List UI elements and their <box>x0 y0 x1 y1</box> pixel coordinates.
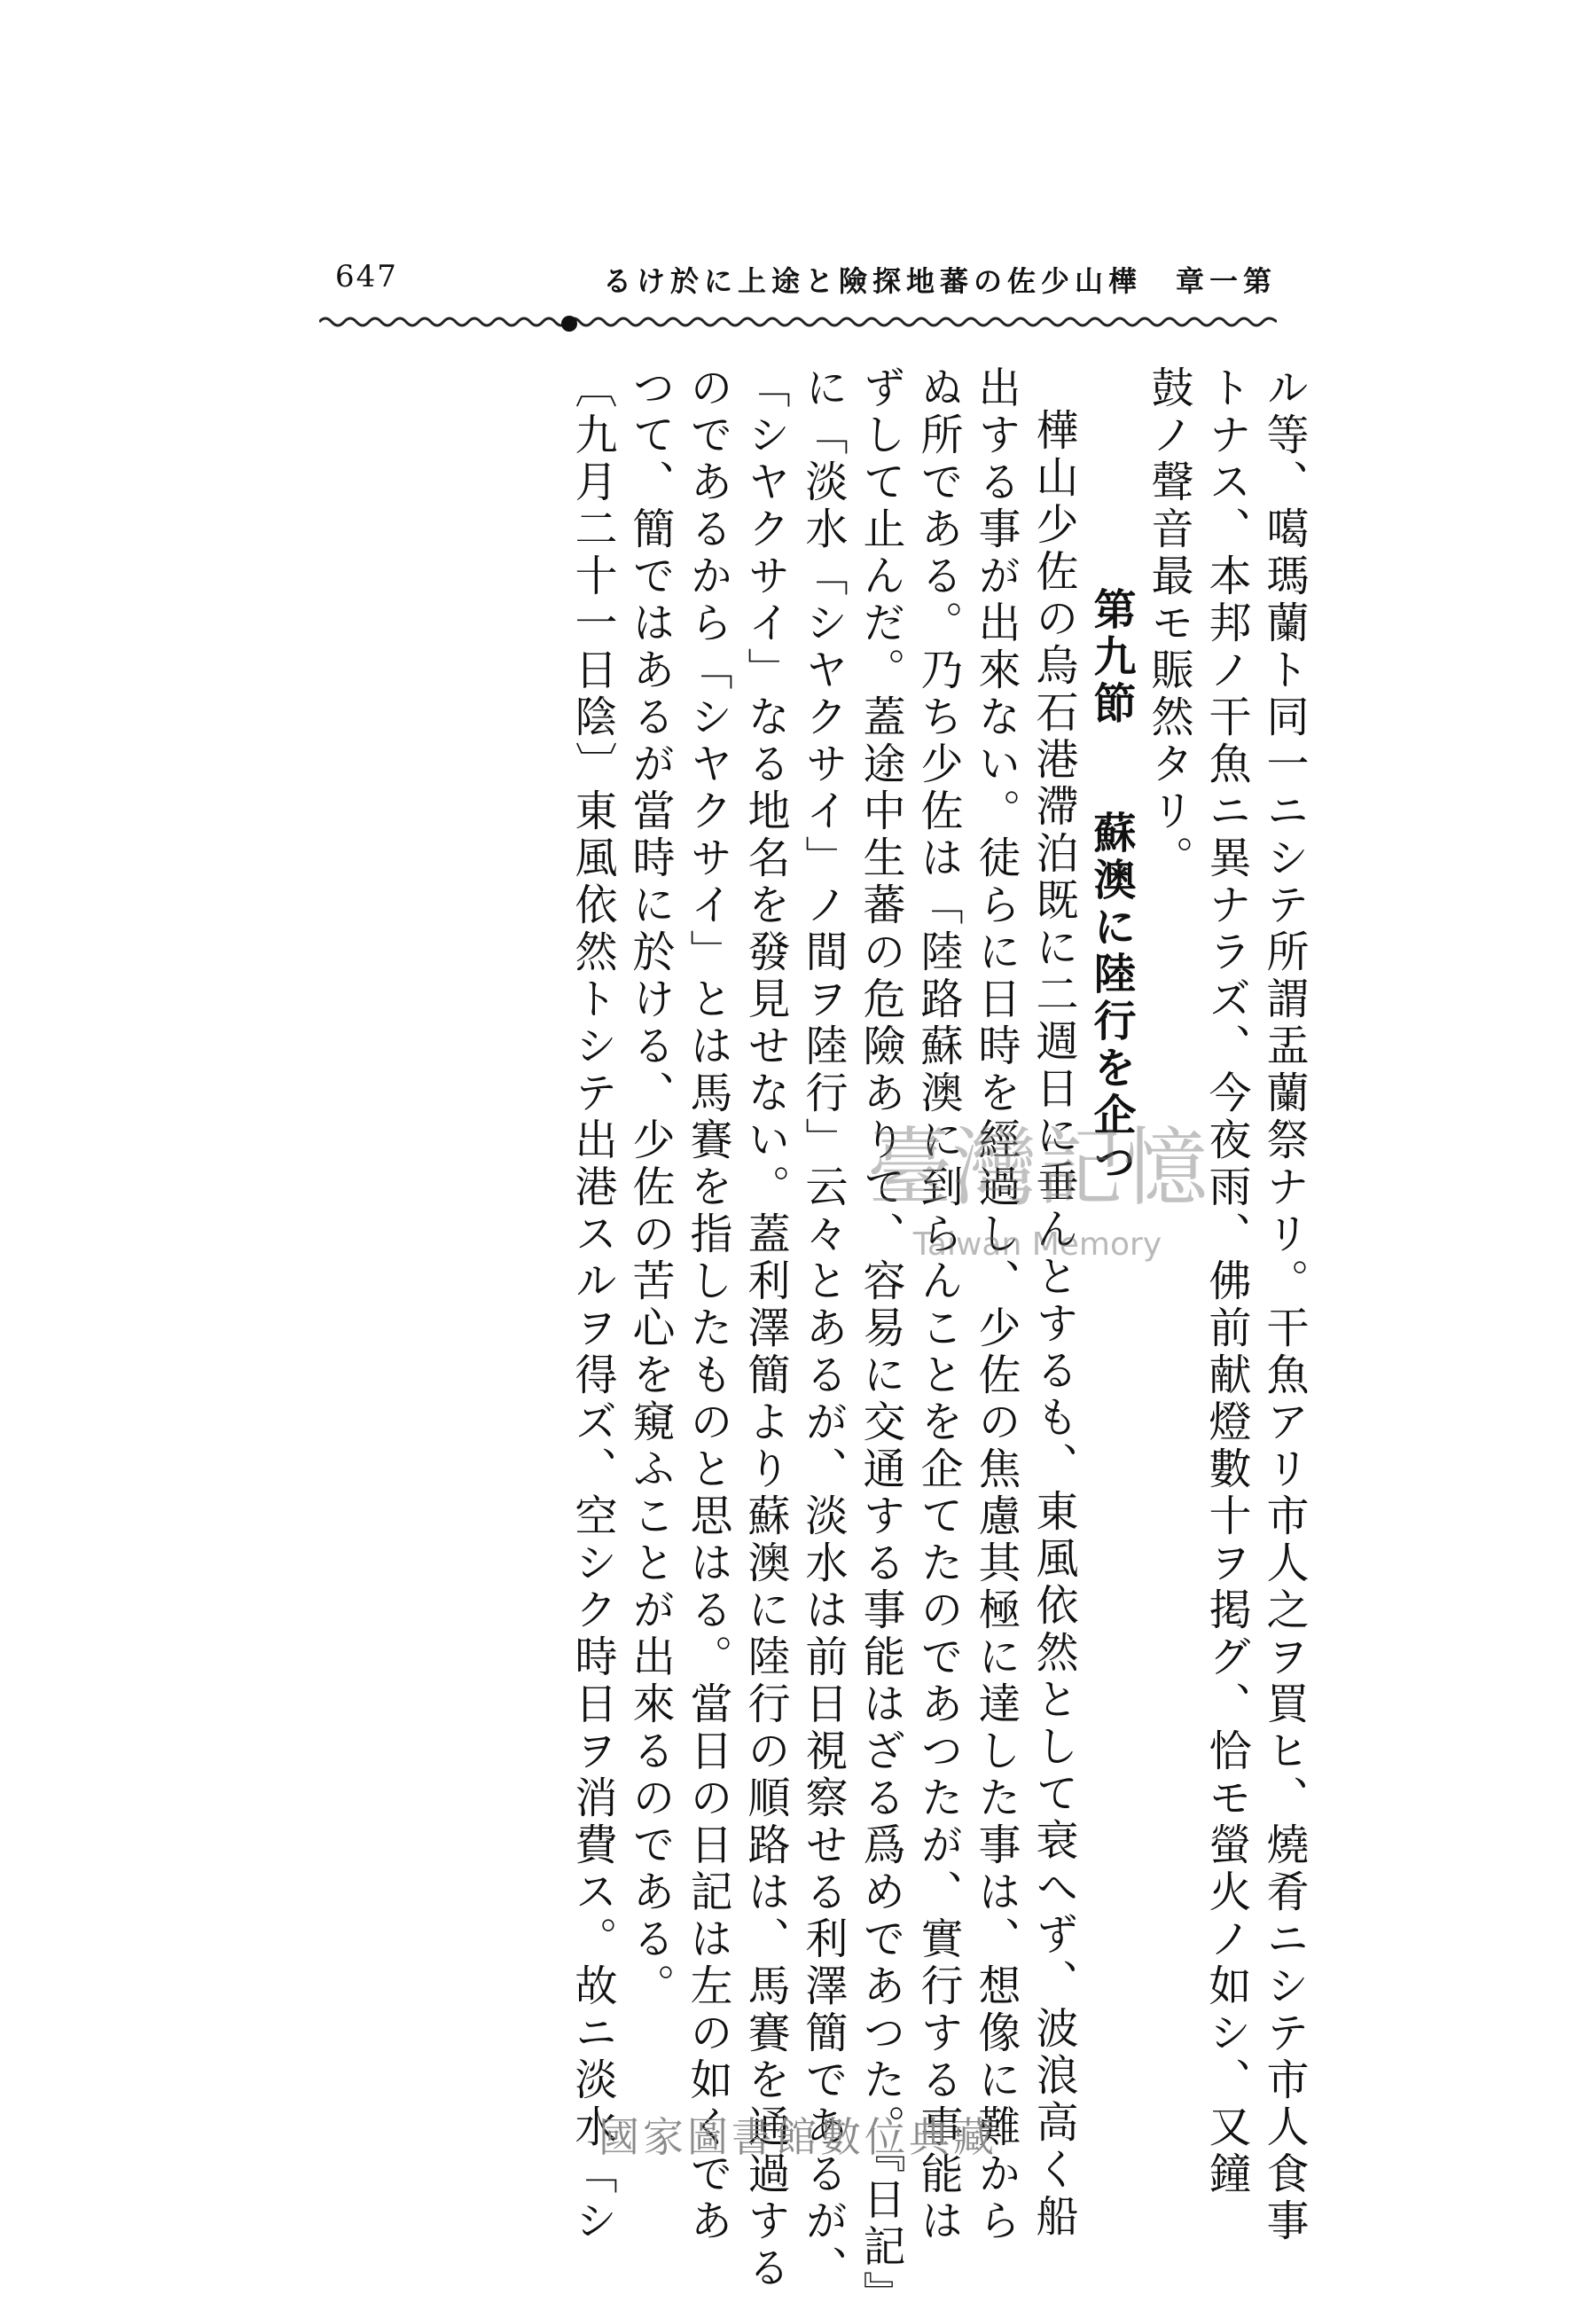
text-column: 鼓ノ聲音最モ賑然タリ。 <box>1144 365 1193 882</box>
text-column: 樺山少佐の烏石港滯泊既に二週日に垂んとするも、東風依然として衰へず、波浪高く船 <box>1029 408 1078 2241</box>
text-column: のであるから「シヤクサイ」とは馬賽を指したものと思はる。當日の日記は左の如くであ <box>683 365 732 2245</box>
section-number: 第九節 <box>1086 587 1136 728</box>
text-column: ル等、噶瑪蘭ト同一ニシテ所謂盂蘭祭ナリ。干魚アリ市人之ヲ買ヒ、燒肴ニシテ市人食事 <box>1259 365 1309 2245</box>
library-footer: 國家圖書館數位典藏 <box>598 2113 998 2161</box>
text-column: 「シヤクサイ」なる地名を發見せない。蓋利澤簡より蘇澳に陸行の順路は、馬賽を通過する <box>740 365 790 2292</box>
section-title: 蘇澳に陸行を企つ <box>1086 811 1136 1186</box>
watermark-logo-text: 臺灣記憶 <box>867 1118 1208 1218</box>
text-column: 出する事が出來ない。徒らに日時を經過し、少佐の焦慮其極に達した事は、想像に難から <box>971 365 1021 2245</box>
section-heading <box>1082 365 1139 1749</box>
text-column: ずして止んだ。蓋途中生蕃の危險ありて、容易に交通する事能はざる爲めであつた。『日記』 <box>856 365 905 2318</box>
text-column: トナス、本邦ノ干魚ニ異ナラズ、今夜雨、佛前献燈數十ヲ掲グ、恰モ螢火ノ如シ、又鐘 <box>1201 365 1251 2198</box>
text-column: つて、簡ではあるが當時に於ける、少佐の苦心を窺ふことが出來るのである。 <box>625 365 675 2010</box>
header-rule <box>319 312 1277 332</box>
text-column: 〔九月二十一日陰〕東風依然トシテ出港スルヲ得ズ、空シク時日ヲ消費ス。故ニ淡水「シ <box>567 365 617 2245</box>
running-title: 第一章 樺山少佐の蕃地探險と途上に於ける <box>602 264 1277 298</box>
running-header <box>319 259 1277 305</box>
page-number: 647 <box>335 259 398 294</box>
text-column: に「淡水「シヤクサイ」ノ間ヲ陸行」云々とあるが、淡水は前日視察せる利澤簡であるが、 <box>798 365 848 2292</box>
watermark-logo-subtext: Taiwan Memory <box>912 1226 1162 1263</box>
text-column: ぬ所である。乃ち少佐は「陸路蘇澳に到らんことを企てたのであつたが、實行する事能は <box>913 365 963 2245</box>
